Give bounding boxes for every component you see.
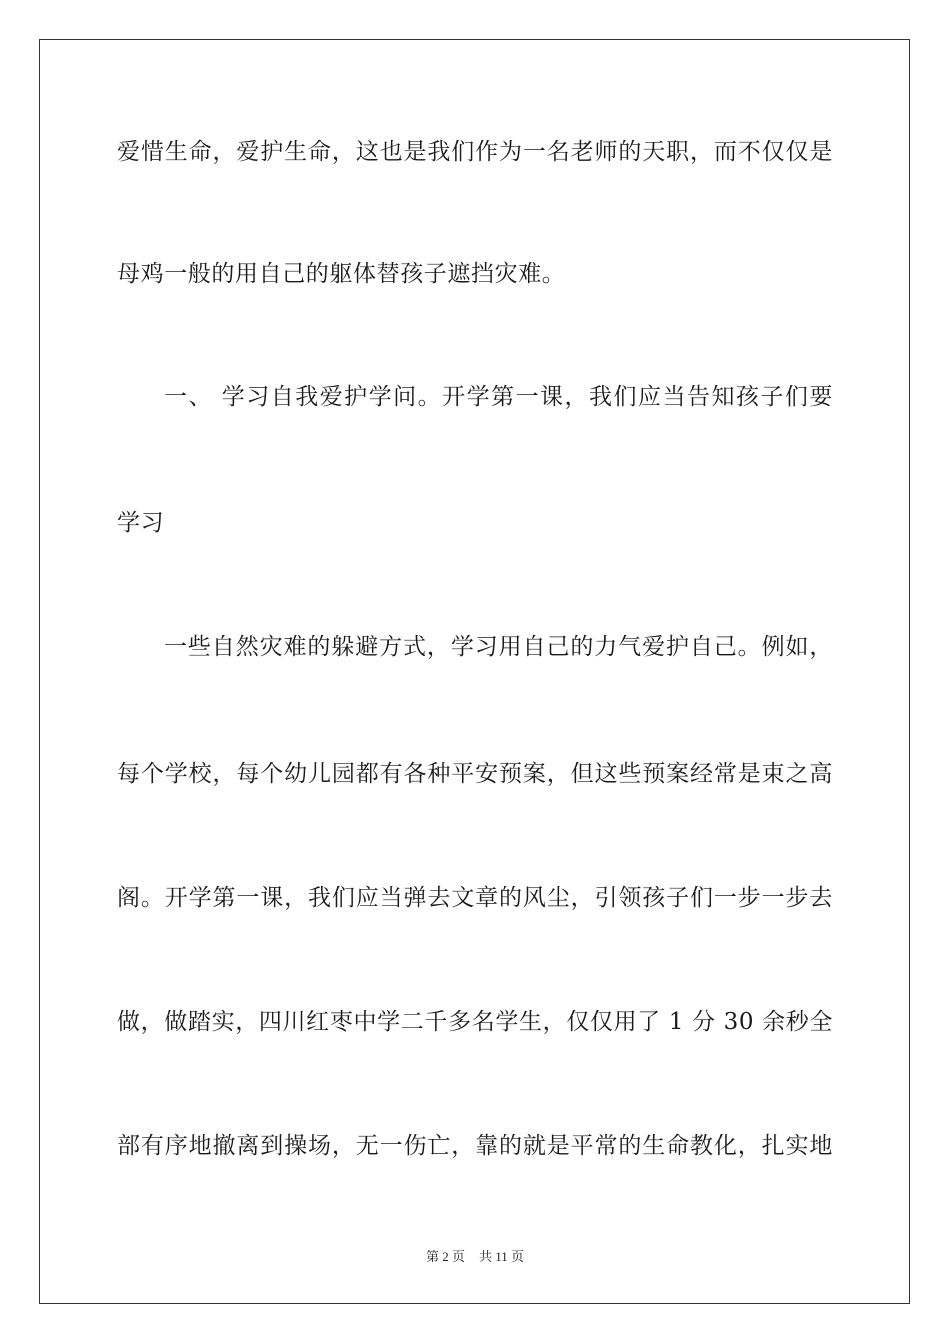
page-border: [39, 39, 910, 1304]
text-line-6: 每个学校，每个幼儿园都有各种平安预案，但这些预案经常是束之高: [117, 761, 833, 787]
page-footer: [0, 1248, 950, 1266]
text-line-9: 部有序地撤离到操场，无一伤亡，靠的就是平常的生命教化，扎实地: [117, 1133, 833, 1159]
text-line-2: 母鸡一般的用自己的躯体替孩子遮挡灾难。: [117, 261, 566, 287]
text-line-5: 一些自然灾难的躲避方式，学习用自己的力气爱护自己。例如，: [164, 634, 833, 660]
total-pages: 共 11 页: [478, 1249, 525, 1264]
text-line-3: 一、 学习自我爱护学问。开学第一课，我们应当告知孩子们要: [164, 384, 833, 410]
text-line-4: 学习: [117, 510, 165, 536]
text-line-8: 做，做踏实，四川红枣中学二千多名学生，仅仅用了 1 分 30 余秒全: [117, 1009, 833, 1035]
text-line-1: 爱惜生命，爱护生命，这也是我们作为一名老师的天职，而不仅仅是: [117, 139, 833, 165]
page-number: 第 2 页: [425, 1249, 465, 1264]
text-line-7: 阁。开学第一课，我们应当弹去文章的风尘，引领孩子们一步一步去: [117, 885, 833, 911]
